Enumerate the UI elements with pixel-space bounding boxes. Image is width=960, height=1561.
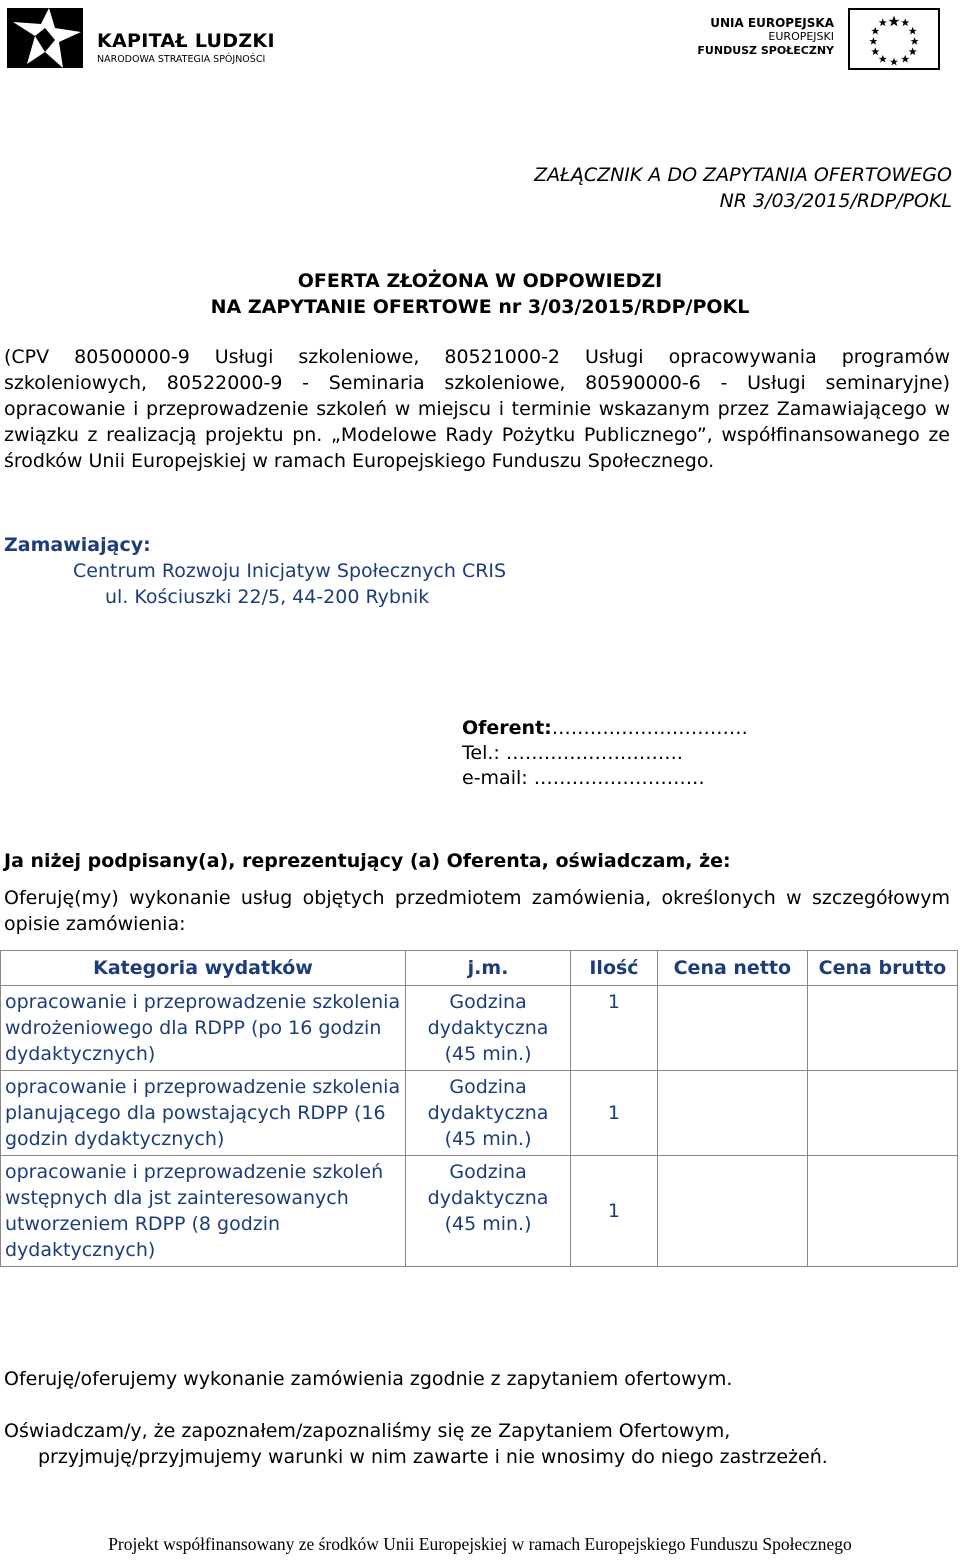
- row-category: opracowanie i przeprowadzenie szkoleń wstępnych dla jst zainteresowanych utworzeniem RDPP (8 godzin dydaktycznych): [1, 1156, 406, 1267]
- buyer-address: ul. Kościuszki 22/5, 44-200 Rybnik: [105, 586, 430, 608]
- row-net-price[interactable]: [657, 1156, 807, 1267]
- offeror-tel: Tel.: ……………………….: [462, 742, 683, 764]
- document-title: [0, 268, 960, 320]
- buyer-label: Zamawiający:: [4, 534, 151, 556]
- header-net-price: Cena netto: [657, 951, 807, 986]
- row-net-price[interactable]: [657, 986, 807, 1071]
- kapital-ludzki-emblem-icon: [5, 6, 87, 70]
- eu-logo-line3: FUNDUSZ SPOŁECZNY: [697, 44, 834, 57]
- offeror-line: [462, 716, 748, 741]
- header-unit: j.m.: [405, 951, 570, 986]
- final-declaration-1: Oferuję/oferujemy wykonanie zamówienia zgodnie z zapytaniem ofertowym.: [4, 1368, 733, 1390]
- page-header: [0, 0, 960, 80]
- document-title-line1: OFERTA ZŁOŻONA W ODPOWIEDZI: [297, 270, 663, 292]
- row-gross-price[interactable]: [807, 986, 957, 1071]
- statement-heading: Ja niżej podpisany(a), reprezentujący (a) Oferenta, oświadczam, że:: [4, 850, 731, 872]
- row-quantity: 1: [571, 986, 658, 1071]
- eu-logo-line2: EUROPEJSKI: [768, 30, 834, 43]
- row-unit: Godzina dydaktyczna (45 min.): [405, 1071, 570, 1156]
- document-title-line2: NA ZAPYTANIE OFERTOWE nr 3/03/2015/RDP/POKL: [210, 296, 750, 318]
- row-quantity: 1: [571, 1071, 658, 1156]
- row-category: opracowanie i przeprowadzenie szkolenia planującego dla powstających RDPP (16 godzin dydaktycznych): [1, 1071, 406, 1156]
- annex-heading: [534, 162, 952, 214]
- kapital-ludzki-title: KAPITAŁ LUDZKI: [97, 30, 275, 52]
- cpv-description: (CPV 80500000-9 Usługi szkoleniowe, 80521000-2 Usługi opracowywania programów szkoleniowych, 80522000-9 - Seminaria szkoleniowe, 80590000-6 - Usługi seminaryjne) opracowanie i przeprowadzenie szkoleń w miejscu i terminie wskazanym przez Zamawiającego w związku z realizacją projektu pn. „Modelowe Rady Pożytku Publicznego”, współfinansowanego ze środków Unii Europejskiej w ramach Europejskiego Funduszu Społecznego.: [4, 346, 950, 472]
- header-gross-price: Cena brutto: [807, 951, 957, 986]
- table-row: [1, 986, 958, 1071]
- row-category: opracowanie i przeprowadzenie szkolenia wdrożeniowego dla RDPP (po 16 godzin dydaktycznych): [1, 986, 406, 1071]
- table-header-row: [1, 951, 958, 986]
- eu-logo-text: [697, 16, 834, 58]
- header-quantity: Ilość: [571, 951, 658, 986]
- kapital-ludzki-subtitle: NARODOWA STRATEGIA SPÓJNOŚCI: [97, 54, 266, 65]
- table-row: [1, 1071, 958, 1156]
- cost-table: [0, 950, 958, 1267]
- row-net-price[interactable]: [657, 1071, 807, 1156]
- eu-flag-icon: [848, 8, 940, 70]
- page-footer: Projekt współfinansowany ze środków Unii Europejskiej w ramach Europejskiego Funduszu Społecznego: [108, 1534, 852, 1554]
- final-declaration-2: Oświadczam/y, że zapoznałem/zapoznaliśmy się ze Zapytaniem Ofertowym,: [4, 1420, 731, 1442]
- table-row: [1, 1156, 958, 1267]
- row-unit: Godzina dydaktyczna (45 min.): [405, 986, 570, 1071]
- offeror-block: [462, 716, 748, 791]
- buyer-name: Centrum Rozwoju Inicjatyw Społecznych CRIS: [73, 560, 507, 582]
- row-quantity: 1: [571, 1156, 658, 1267]
- row-gross-price[interactable]: [807, 1156, 957, 1267]
- offeror-email: e-mail: ………………………: [462, 767, 705, 789]
- eu-logo-line1: UNIA EUROPEJSKA: [710, 16, 834, 30]
- offeror-dots: ……….…………………: [551, 717, 748, 739]
- row-unit: Godzina dydaktyczna (45 min.): [405, 1156, 570, 1267]
- header-category: Kategoria wydatków: [1, 951, 406, 986]
- offer-intro: Oferuję(my) wykonanie usług objętych przedmiotem zamówienia, określonych w szczegółowym opisie zamówienia:: [4, 887, 950, 935]
- annex-line1: ZAŁĄCZNIK A DO ZAPYTANIA OFERTOWEGO: [534, 164, 952, 186]
- offeror-label: Oferent:: [462, 717, 552, 739]
- eu-logo: [697, 8, 940, 70]
- final-declaration-3: przyjmuję/przyjmujemy warunki w nim zawarte i nie wnosimy do niego zastrzeżeń.: [38, 1446, 828, 1468]
- annex-line2: NR 3/03/2015/RDP/POKL: [719, 190, 952, 212]
- row-gross-price[interactable]: [807, 1071, 957, 1156]
- kapital-ludzki-logo: [5, 6, 295, 70]
